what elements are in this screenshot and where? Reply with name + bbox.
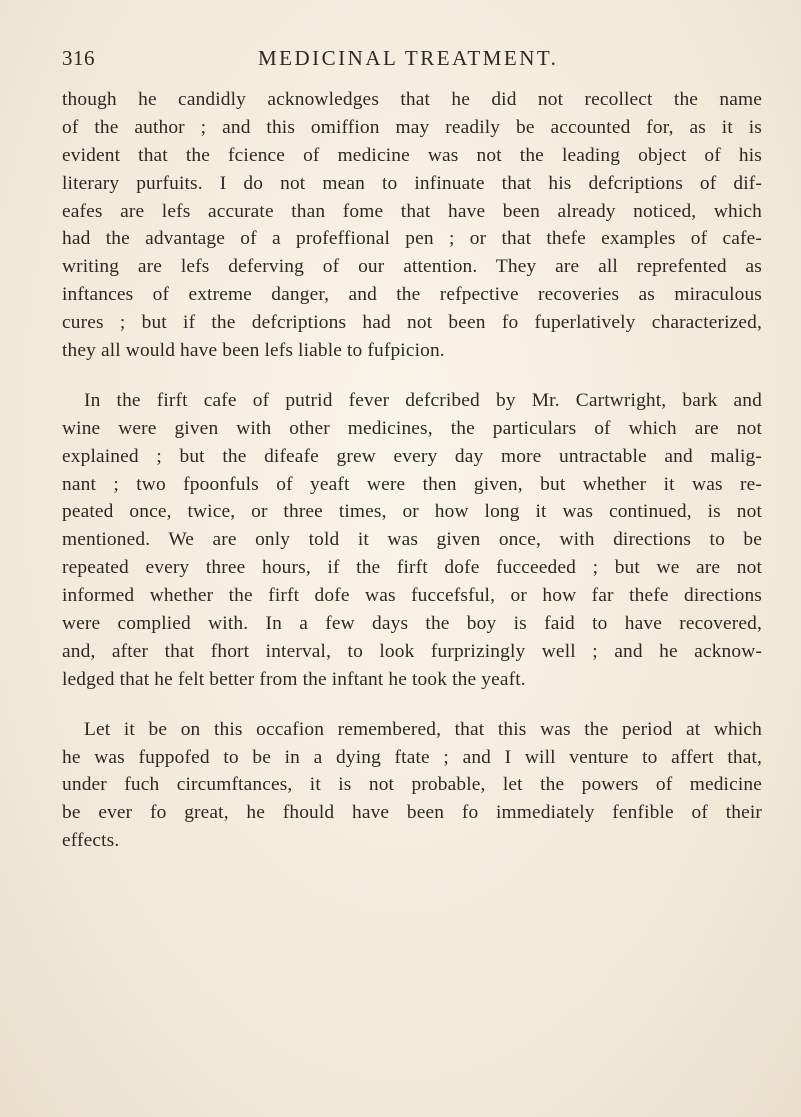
text-line: had the advantage of a profeffional pen ; or that thefe examples of cafe- xyxy=(62,228,762,250)
text-line: wine were given with other medicines, the particulars of which are not xyxy=(62,417,762,439)
text-line: of the author ; and this omiffion may readily be accounted for, as it is xyxy=(62,116,762,138)
text-line: eafes are lefs accurate than fome that have been already noticed, which xyxy=(62,200,762,222)
text-line: nant ; two fpoonfuls of yeaft were then given, but whether it was re- xyxy=(62,473,762,495)
text-line: informed whether the firft dofe was fuccefsful, or how far thefe directions xyxy=(62,585,762,607)
paragraph-1 xyxy=(62,86,762,365)
page-number: 316 xyxy=(62,46,95,70)
text-line: mentioned. We are only told it was given once, with directions to be xyxy=(62,529,762,551)
text-line: though he candidly acknowledges that he did not recollect the name xyxy=(62,89,762,110)
text-line: In the firft cafe of putrid fever defcribed by Mr. Cartwright, bark and xyxy=(84,389,762,411)
text-line: explained ; but the difeafe grew every day more untractable and malig- xyxy=(62,445,762,467)
paragraph-2 xyxy=(62,387,762,694)
paragraph-3 xyxy=(62,716,762,855)
text-line: under fuch circumftances, it is not probable, let the powers of medicine xyxy=(62,774,762,796)
text-line: Let it be on this occafion remembered, that this was the period at which xyxy=(84,718,762,740)
text-line: ledged that he felt better from the inftant he took the yeaft. xyxy=(62,668,526,690)
text-line: evident that the fcience of medicine was not the leading object of his xyxy=(62,144,762,166)
text-line: writing are lefs deferving of our attention. They are all reprefented as xyxy=(62,256,762,278)
text-line: they all would have been lefs liable to fufpicion. xyxy=(62,340,445,362)
catchword: effects. xyxy=(62,830,120,852)
text-line: and, after that fhort interval, to look furprizingly well ; and he acknow- xyxy=(62,640,762,662)
text-line: literary purfuits. I do not mean to infinuate that his defcriptions of dif- xyxy=(62,172,762,194)
page-header xyxy=(62,46,752,76)
text-line: inftances of extreme danger, and the refpective recoveries as miraculous xyxy=(62,284,762,306)
text-line: were complied with. In a few days the boy is faid to have recovered, xyxy=(62,613,762,635)
body-text xyxy=(62,86,762,855)
text-line: cures ; but if the defcriptions had not been fo fuperlatively characterized, xyxy=(62,312,762,334)
text-line: repeated every three hours, if the firft dofe fucceeded ; but we are not xyxy=(62,557,762,579)
text-line: peated once, twice, or three times, or how long it was continued, is not xyxy=(62,501,762,523)
text-line: be ever fo great, he fhould have been fo immediately fenfible of their xyxy=(62,802,762,824)
running-head: MEDICINAL TREATMENT. xyxy=(258,46,559,70)
text-line: he was fuppofed to be in a dying ftate ; and I will venture to affert that, xyxy=(62,746,762,768)
